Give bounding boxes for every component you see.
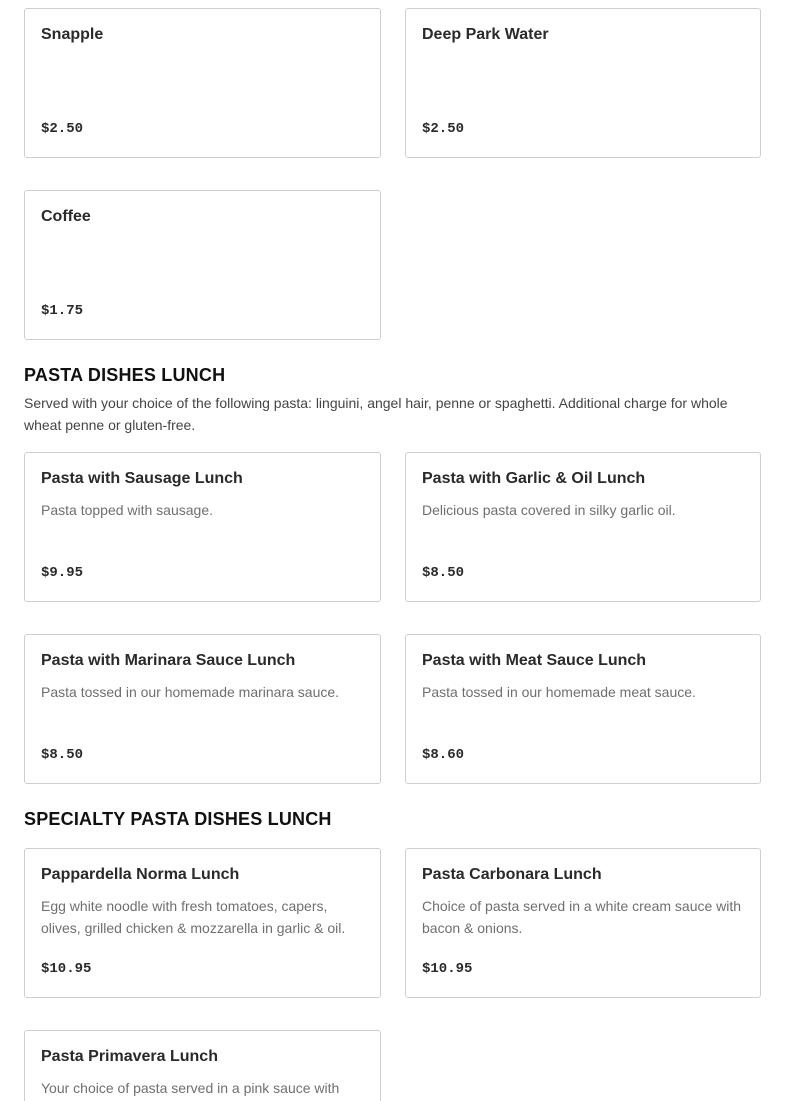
menu-item-name: Snapple bbox=[41, 26, 104, 43]
menu-item-price: $10.95 bbox=[422, 961, 473, 977]
specialty-grid bbox=[24, 848, 761, 1101]
menu-item-price: $2.50 bbox=[422, 121, 465, 137]
menu-item-description: Pasta topped with sausage. bbox=[41, 502, 214, 518]
menu-item-card[interactable] bbox=[24, 1030, 381, 1101]
menu-item-name: Pasta Primavera Lunch bbox=[41, 1048, 218, 1065]
menu-item-price: $1.75 bbox=[41, 303, 84, 319]
menu-item-card[interactable] bbox=[405, 452, 761, 602]
menu-item-card[interactable] bbox=[405, 8, 761, 158]
menu-item-card[interactable] bbox=[24, 190, 381, 340]
menu-item-price: $9.95 bbox=[41, 565, 84, 581]
menu-item-description: Pasta tossed in our homemade marinara sauce. bbox=[41, 684, 340, 700]
menu-item-price: $2.50 bbox=[41, 121, 84, 137]
menu-item-name: Pasta with Garlic & Oil Lunch bbox=[422, 470, 646, 487]
menu-item-name: Deep Park Water bbox=[422, 26, 549, 43]
section-title-pasta: PASTA DISHES LUNCH bbox=[24, 365, 226, 385]
section-description-pasta: Served with your choice of the following pasta: linguini, angel hair, penne or spaghetti. Additional charge for whole wheat penne or gluten-free. bbox=[24, 395, 728, 433]
menu-item-price: $8.50 bbox=[422, 565, 465, 581]
menu-item-description: Pasta tossed in our homemade meat sauce. bbox=[422, 684, 696, 700]
menu-item-card[interactable] bbox=[405, 848, 761, 998]
menu-item-card[interactable] bbox=[24, 634, 381, 784]
pasta-grid bbox=[24, 452, 761, 784]
menu-item-card[interactable] bbox=[24, 452, 381, 602]
menu-item-name: Pasta with Marinara Sauce Lunch bbox=[41, 652, 296, 669]
menu-item-description: Your choice of pasta served in a pink sauce with bbox=[41, 1080, 340, 1096]
section-title-specialty: SPECIALTY PASTA DISHES LUNCH bbox=[24, 809, 332, 829]
menu-item-card[interactable] bbox=[405, 634, 761, 784]
menu-item-price: $8.60 bbox=[422, 747, 465, 763]
menu-item-name: Pappardella Norma Lunch bbox=[41, 866, 240, 883]
menu-item-name: Coffee bbox=[41, 208, 91, 225]
menu-item-description: Egg white noodle with fresh tomatoes, capers, olives, grilled chicken & mozzarella in garlic & oil. bbox=[41, 898, 346, 936]
menu-item-name: Pasta with Meat Sauce Lunch bbox=[422, 652, 647, 669]
beverages-grid bbox=[24, 8, 761, 340]
menu-item-description: Delicious pasta covered in silky garlic oil. bbox=[422, 502, 676, 518]
menu-item-name: Pasta with Sausage Lunch bbox=[41, 470, 243, 487]
menu-item-price: $10.95 bbox=[41, 961, 92, 977]
menu-item-card[interactable] bbox=[24, 8, 381, 158]
menu-item-description: Choice of pasta served in a white cream sauce with bacon & onions. bbox=[422, 898, 742, 936]
menu-item-card[interactable] bbox=[24, 848, 381, 998]
menu-item-price: $8.50 bbox=[41, 747, 84, 763]
menu-item-name: Pasta Carbonara Lunch bbox=[422, 866, 602, 883]
